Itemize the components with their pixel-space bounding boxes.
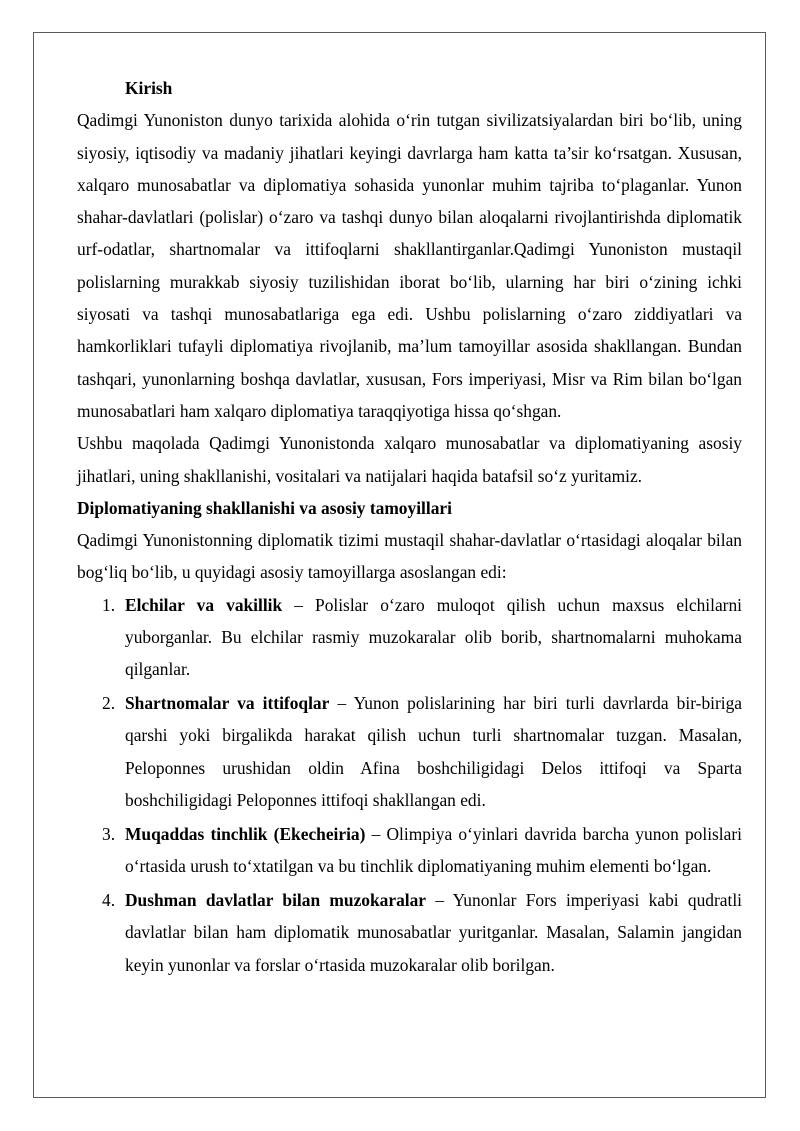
list-item	[77, 884, 742, 981]
list-item-term: Muqaddas tinchlik (Ekecheiria)	[125, 823, 366, 844]
section-lead-paragraph: Qadimgi Yunonistonning diplomatik tizimi mustaqil shahar-davlatlar o‘rtasidagi aloqalar bilan bog‘liq bo‘lib, u quyidagi asosiy tamoyillarga asoslangan edi:	[77, 530, 742, 583]
list-item-text: – Yunon polislarining har biri turli davrlarda bir-biriga qarshi yoki birgalikda harakat qilish uchun turli shartnomalar tuzgan. Masalan, Peloponnes urushidan oldin Afina boshchiligidagi Delos ittifoqi va Sparta boshchiligidagi Peloponnes ittifoqi shakllangan edi.	[125, 693, 743, 811]
principles-list	[77, 589, 742, 981]
list-item-number: 3.	[102, 823, 116, 844]
list-item-term: Dushman davlatlar bilan muzokaralar	[125, 889, 427, 910]
list-item	[77, 818, 742, 883]
list-item-number: 4.	[102, 889, 116, 910]
list-item-number: 2.	[102, 693, 116, 714]
intro-paragraph-2: Ushbu maqolada Qadimgi Yunonistonda xalqaro munosabatlar va diplomatiyaning asosiy jihatlari, uning shakllanishi, vositalari va natijalari haqida batafsil so‘z yuritamiz.	[77, 433, 742, 486]
list-item-text: – Yunonlar Fors imperiyasi kabi qudratli davlatlar bilan ham diplomatik munosabatlar yuritganlar. Masalan, Salamin jangidan keyin yunonlar va forslar o‘rtasida muzokaralar olib borilgan.	[125, 889, 742, 975]
list-item	[77, 589, 742, 686]
list-item-text: – Olimpiya o‘yinlari davrida barcha yunon polislari o‘rtasida urush to‘xtatilgan va bu tinchlik diplomatiyaning muhim elementi bo‘lgan.	[125, 823, 742, 877]
list-item-term: Shartnomalar va ittifoqlar	[125, 693, 330, 714]
section-heading: Diplomatiyaning shakllanishi va asosiy tamoyillari	[77, 497, 452, 518]
document-body	[77, 72, 742, 982]
list-item-term: Elchilar va vakillik	[125, 594, 283, 615]
intro-paragraph-1: Qadimgi Yunoniston dunyo tarixida alohida o‘rin tutgan sivilizatsiyalardan biri bo‘lib, uning siyosiy, iqtisodiy va madaniy jihatlari keyingi davrlarga ham katta ta’sir ko‘rsatgan. Xususan, xalqaro munosabatlar va diplomatiya sohasida yunonlar muhim tajriba to‘plaganlar. Yunon shahar-davlatlari (polislar) o‘zaro va tashqi dunyo bilan aloqalarni rivojlantirishda diplomatik urf-odatlar, shartnomalar va ittifoqlarni shakllantirganlar.Qadimgi Yunoniston mustaqil polislarning murakkab siyosiy tuzilishidan iborat bo‘lib, ularning har biri o‘zining ichki siyosati va tashqi munosabatlariga ega edi. Ushbu polislarning o‘zaro ziddiyatlari va hamkorliklari tufayli diplomatiya rivojlanib, ma’lum tamoyillar asosida shakllangan. Bundan tashqari, yunonlarning boshqa davlatlar, xususan, Fors imperiyasi, Misr va Rim bilan bo‘lgan munosabatlari ham xalqaro diplomatiya taraqqiyotiga hissa qo‘shgan.	[77, 110, 742, 421]
intro-heading: Kirish	[125, 78, 173, 98]
list-item-text: – Polislar o‘zaro muloqot qilish uchun maxsus elchilarni yuborganlar. Bu elchilar rasmiy muzokaralar olib borib, shartnomalarni muhokama qilganlar.	[125, 594, 742, 680]
list-item-number: 1.	[102, 594, 116, 615]
list-item	[77, 687, 742, 816]
